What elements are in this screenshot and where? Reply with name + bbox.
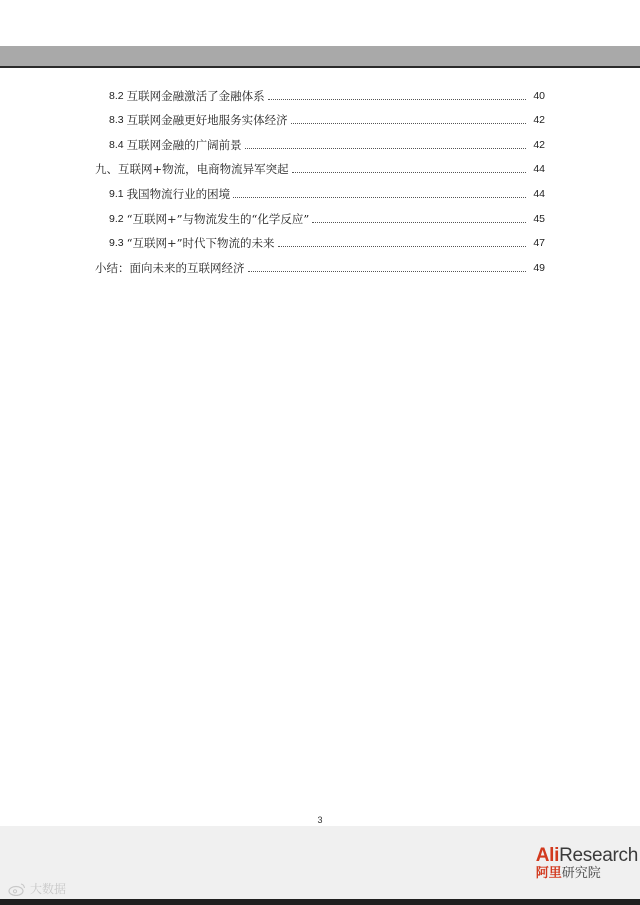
- toc-entry[interactable]: [95, 176, 545, 201]
- toc-leader-dots: [312, 222, 526, 223]
- toc-entry[interactable]: [95, 226, 545, 251]
- watermark: [8, 880, 66, 897]
- header-rule: [0, 66, 640, 68]
- logo-research: Research: [559, 845, 638, 866]
- toc-entry-title: 九、互联网+物流，电商物流异军突起: [95, 162, 289, 177]
- logo-sub-rest: 研究院: [561, 866, 601, 881]
- watermark-text: 大数据: [30, 882, 67, 896]
- header-bar: [0, 46, 640, 66]
- toc-leader-dots: [292, 172, 526, 173]
- toc-entry-number: 8.3: [109, 114, 124, 127]
- toc-entry-chapter[interactable]: [95, 152, 545, 177]
- toc-entry-page: 47: [533, 237, 545, 250]
- toc-entry-chapter[interactable]: [95, 250, 545, 275]
- logo-sub-brand: 阿里: [535, 866, 562, 881]
- toc-entry-number: 9.1: [109, 187, 124, 200]
- logo-subtitle: [536, 866, 638, 882]
- toc-entry[interactable]: [95, 78, 545, 103]
- toc-entry[interactable]: [95, 103, 545, 128]
- aliresearch-logo: [536, 846, 638, 882]
- toc-entry-page: 45: [533, 212, 545, 225]
- toc-leader-dots: [291, 123, 526, 124]
- toc-entry-title: 小结：面向未来的互联网经济: [95, 260, 245, 275]
- toc-entry-number: 8.2: [109, 89, 124, 102]
- toc-entry-page: 40: [533, 89, 545, 102]
- toc-entry-page: 44: [533, 163, 545, 176]
- toc-entry-title: “互联网+”时代下物流的未来: [126, 236, 275, 251]
- toc-entry-page: 42: [533, 138, 545, 151]
- toc-entry-number: 9.2: [109, 212, 124, 225]
- toc-leader-dots: [248, 271, 527, 272]
- toc-entry[interactable]: [95, 127, 545, 152]
- top-margin: [0, 0, 640, 46]
- logo-ali: Ali: [535, 845, 560, 866]
- toc-entry-number: 8.4: [109, 138, 124, 151]
- logo-wordmark: [536, 846, 638, 866]
- toc-entry-title: 互联网金融激活了金融体系: [126, 88, 265, 103]
- toc-leader-dots: [233, 197, 526, 198]
- toc-entry-page: 49: [533, 261, 545, 274]
- toc-entry-title: “互联网+”与物流发生的“化学反应”: [126, 211, 310, 226]
- toc-entry-page: 42: [533, 114, 545, 127]
- toc-entry-title: 互联网金融的广阔前景: [126, 137, 242, 152]
- weibo-icon: [8, 882, 26, 896]
- toc-leader-dots: [268, 99, 526, 100]
- toc-entry-number: 9.3: [109, 237, 124, 250]
- toc-entry-page: 44: [533, 187, 545, 200]
- toc-leader-dots: [278, 246, 526, 247]
- page-number: 3: [317, 815, 323, 825]
- footer-bottom-bar: [0, 899, 640, 905]
- toc-entry-title: 互联网金融更好地服务实体经济: [126, 113, 288, 128]
- toc-entry[interactable]: [95, 201, 545, 226]
- toc-entry-title: 我国物流行业的困境: [126, 186, 231, 201]
- toc-leader-dots: [245, 148, 526, 149]
- table-of-contents: [95, 78, 545, 275]
